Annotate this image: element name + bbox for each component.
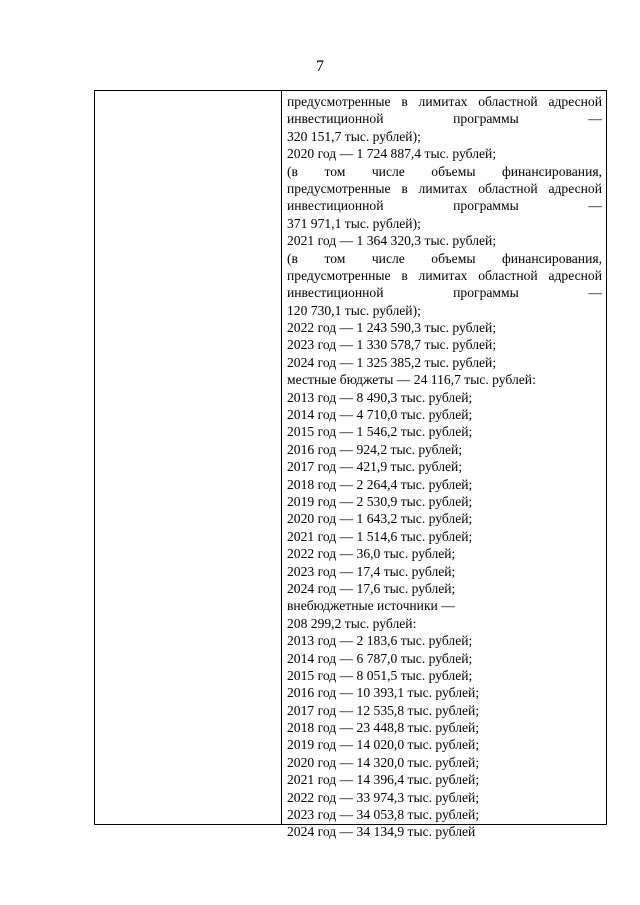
- text-line: 2023 год — 1 330 578,7 тыс. рублей;: [287, 337, 497, 353]
- text-word: адресной: [548, 180, 602, 196]
- text-line: местные бюджеты — 24 116,7 тыс. рублей:: [287, 372, 536, 388]
- text-word: инвестиционной: [287, 285, 384, 301]
- text-line: 2016 год — 10 393,1 тыс. рублей;: [287, 685, 480, 701]
- text-line: 2024 год — 34 134,9 тыс. рублей: [287, 824, 476, 840]
- text-word: в: [401, 267, 408, 283]
- text-word: (в: [287, 250, 298, 266]
- text-word: адресной: [548, 94, 602, 109]
- text-word: лимитах: [418, 180, 468, 196]
- text-line: 2024 год — 17,6 тыс. рублей;: [287, 580, 456, 596]
- text-line: 2014 год — 6 787,0 тыс. рублей;: [287, 650, 473, 666]
- text-line: 208 299,2 тыс. рублей:: [287, 615, 417, 631]
- text-line: 2019 год — 2 530,9 тыс. рублей;: [287, 493, 473, 509]
- document-table: [94, 90, 607, 840]
- text-word: предусмотренные: [287, 267, 391, 283]
- text-word: предусмотренные: [287, 180, 391, 196]
- text-word: —: [588, 111, 602, 127]
- text-word: областной: [478, 267, 538, 283]
- text-line: 2023 год — 17,4 тыс. рублей;: [287, 563, 456, 579]
- text-line: 2022 год — 33 974,3 тыс. рублей;: [287, 789, 480, 805]
- page-number: 7: [316, 58, 324, 75]
- text-word: объемы: [431, 163, 476, 179]
- text-line: [287, 110, 602, 127]
- text-line: 371 971,1 тыс. рублей);: [287, 215, 421, 231]
- text-line: 2020 год — 14 320,0 тыс. рублей;: [287, 754, 480, 770]
- text-word: числе: [371, 163, 405, 179]
- funding-text-cell: [287, 93, 602, 841]
- text-line: 320 151,7 тыс. рублей);: [287, 128, 421, 144]
- text-word: инвестиционной: [287, 111, 384, 127]
- text-word: в: [401, 180, 408, 196]
- text-word: областной: [478, 94, 538, 109]
- text-line: внебюджетные источники —: [287, 598, 455, 614]
- text-line: 2022 год — 1 243 590,3 тыс. рублей;: [287, 320, 497, 336]
- text-word: программы: [453, 198, 519, 214]
- text-word: в: [401, 94, 408, 109]
- text-line: 2020 год — 1 724 887,4 тыс. рублей;: [287, 146, 497, 162]
- text-word: программы: [453, 285, 519, 301]
- text-word: финансирования,: [501, 250, 602, 266]
- text-line: 2015 год — 1 546,2 тыс. рублей;: [287, 424, 473, 440]
- text-line: 2018 год — 23 448,8 тыс. рублей;: [287, 720, 480, 736]
- text-line: 2021 год — 1 514,6 тыс. рублей;: [287, 528, 473, 544]
- text-line: [287, 180, 602, 197]
- text-word: инвестиционной: [287, 198, 384, 214]
- text-line: 2018 год — 2 264,4 тыс. рублей;: [287, 476, 473, 492]
- text-line: 2013 год — 2 183,6 тыс. рублей;: [287, 633, 473, 649]
- text-word: программы: [453, 111, 519, 127]
- text-line: 2022 год — 36,0 тыс. рублей;: [287, 546, 456, 562]
- column-divider: [281, 91, 282, 824]
- text-word: том: [324, 250, 346, 266]
- text-word: том: [324, 163, 346, 179]
- text-word: объемы: [431, 250, 476, 266]
- text-word: числе: [371, 250, 405, 266]
- text-word: —: [588, 285, 602, 301]
- text-line: [287, 284, 602, 301]
- text-line: 2014 год — 4 710,0 тыс. рублей;: [287, 407, 473, 423]
- text-line: 2013 год — 8 490,3 тыс. рублей;: [287, 389, 473, 405]
- text-word: финансирования,: [501, 163, 602, 179]
- text-line: 2020 год — 1 643,2 тыс. рублей;: [287, 511, 473, 527]
- text-line: [287, 250, 602, 267]
- text-word: (в: [287, 163, 298, 179]
- text-line: 2021 год — 14 396,4 тыс. рублей;: [287, 772, 480, 788]
- text-word: лимитах: [418, 267, 468, 283]
- text-line: 2017 год — 12 535,8 тыс. рублей;: [287, 702, 480, 718]
- text-line: [287, 197, 602, 214]
- text-line: 2023 год — 34 053,8 тыс. рублей;: [287, 807, 480, 823]
- text-line: 120 730,1 тыс. рублей);: [287, 302, 421, 318]
- text-line: 2015 год — 8 051,5 тыс. рублей;: [287, 667, 473, 683]
- text-line: 2019 год — 14 020,0 тыс. рублей;: [287, 737, 480, 753]
- text-word: предусмотренные: [287, 94, 391, 109]
- text-line: [287, 163, 602, 180]
- text-line: 2021 год — 1 364 320,3 тыс. рублей;: [287, 233, 497, 249]
- text-line: [287, 93, 602, 110]
- text-word: адресной: [548, 267, 602, 283]
- text-line: 2017 год — 421,9 тыс. рублей;: [287, 459, 463, 475]
- text-line: 2016 год — 924,2 тыс. рублей;: [287, 441, 463, 457]
- text-word: областной: [478, 180, 538, 196]
- text-word: лимитах: [418, 94, 468, 109]
- text-line: [287, 267, 602, 284]
- text-word: —: [588, 198, 602, 214]
- text-line: 2024 год — 1 325 385,2 тыс. рублей;: [287, 354, 497, 370]
